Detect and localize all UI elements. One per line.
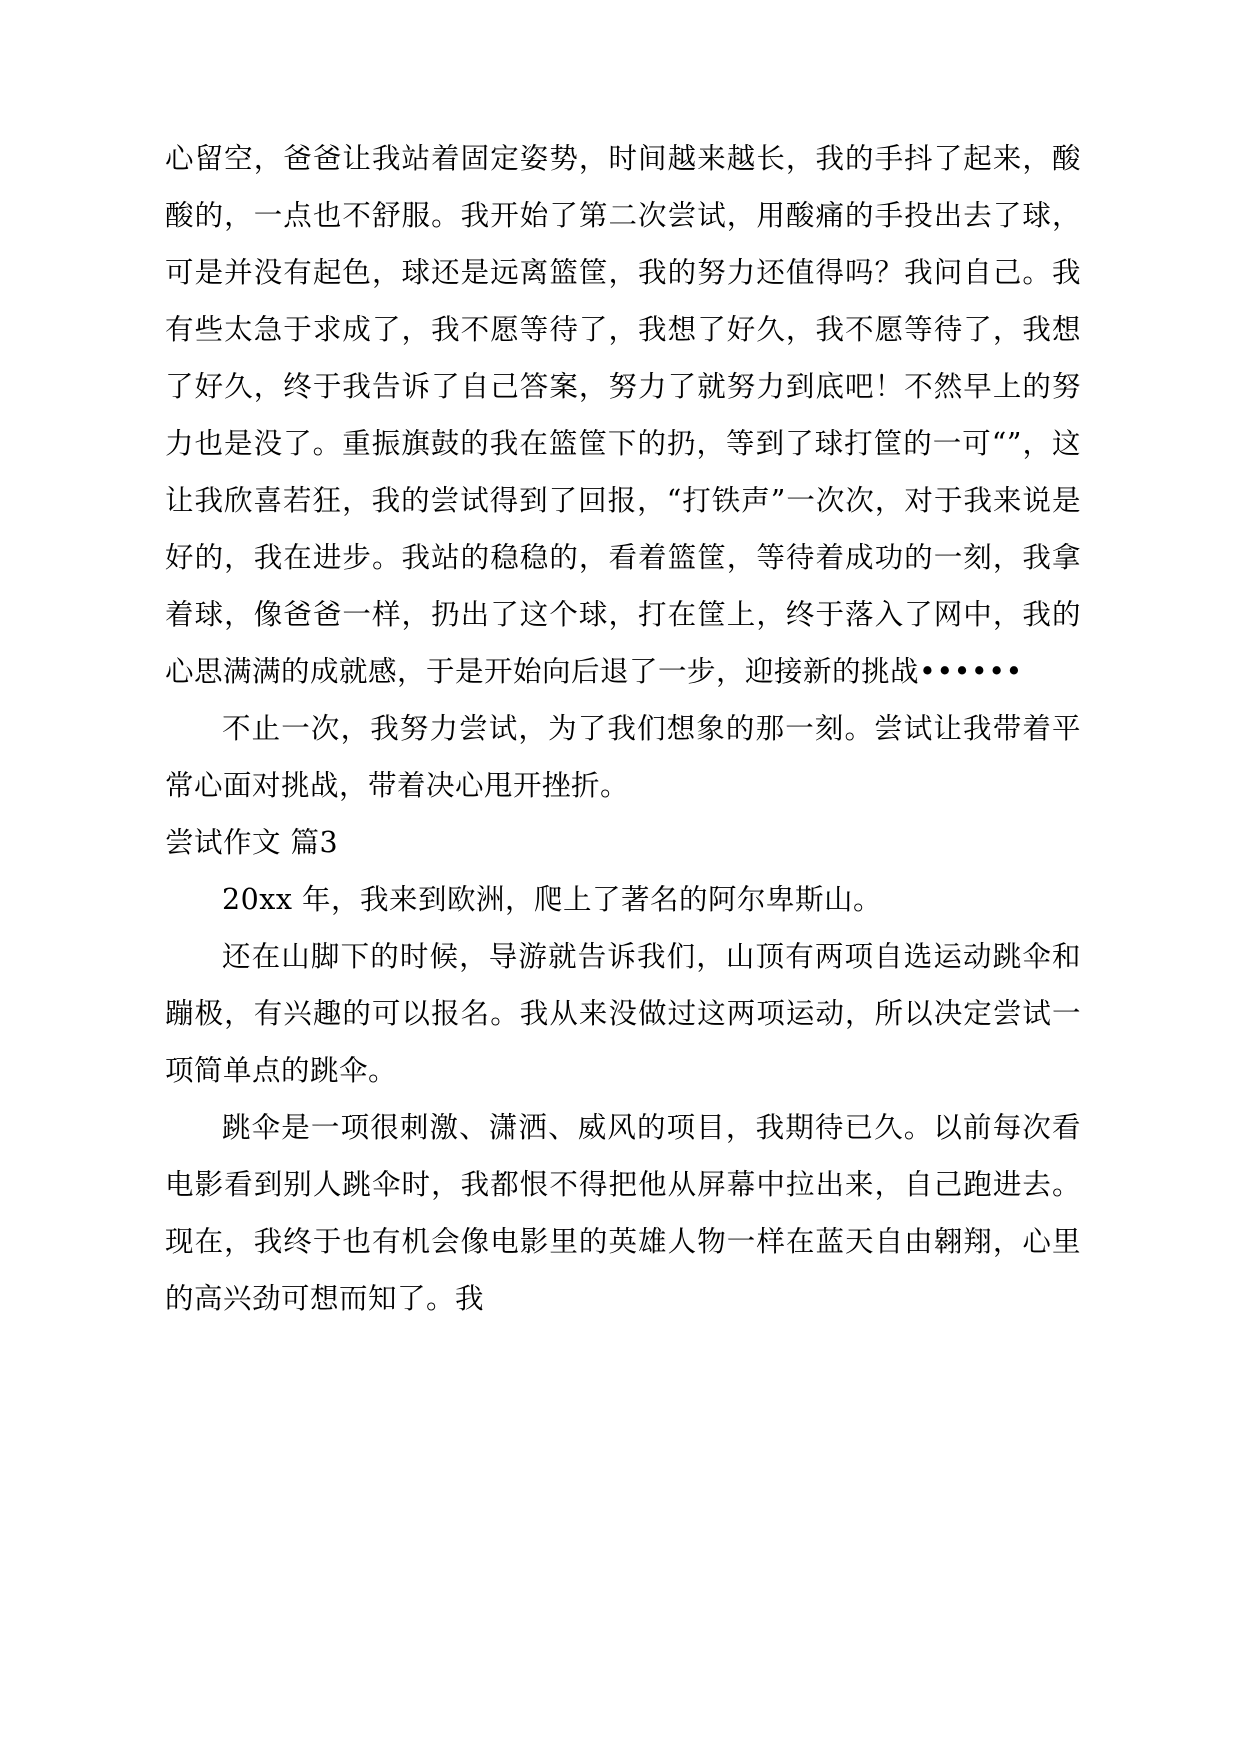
document-body [165, 130, 1081, 1327]
paragraph-alps-intro: 20xx 年，我来到欧洲，爬上了著名的阿尔卑斯山。 [222, 883, 882, 916]
paragraph-guide: 还在山脚下的时候，导游就告诉我们，山顶有两项自选运动跳伞和蹦极，有兴趣的可以报名。我从来没做过这两项运动，所以决定尝试一项简单点的跳伞。 [165, 940, 1081, 1087]
paragraph-skydive: 跳伞是一项很刺激、潇洒、威风的项目，我期待已久。以前每次看电影看到别人跳伞时，我都恨不得把他从屏幕中拉出来，自己跑进去。现在，我终于也有机会像电影里的英雄人物一样在蓝天自由翱翔，心里的高兴劲可想而知了。我 [165, 1111, 1081, 1315]
paragraph-continuation: 心留空，爸爸让我站着固定姿势，时间越来越长，我的手抖了起来，酸酸的，一点也不舒服。我开始了第二次尝试，用酸痛的手投出去了球，可是并没有起色，球还是远离篮筐，我的努力还值得吗？我问自己。我有些太急于求成了，我不愿等待了，我想了好久，我不愿等待了，我想了好久，终于我告诉了自己答案，努力了就努力到底吧！不然早上的努力也是没了。重振旗鼓的我在篮筐下的扔，等到了球打筐的一可“”，这让我欣喜若狂，我的尝试得到了回报，“打铁声”一次次，对于我来说是好的，我在进步。我站的稳稳的，看着篮筐，等待着成功的一刻，我拿着球，像爸爸一样，扔出了这个球，打在筐上，终于落入了网中，我的心思满满的成就感，于是开始向后退了一步，迎接新的挑战•••••• [165, 142, 1081, 688]
section-heading-essay-3: 尝试作文 篇3 [165, 826, 339, 859]
paragraph-conclusion: 不止一次，我努力尝试，为了我们想象的那一刻。尝试让我带着平常心面对挑战，带着决心甩开挫折。 [165, 712, 1081, 802]
